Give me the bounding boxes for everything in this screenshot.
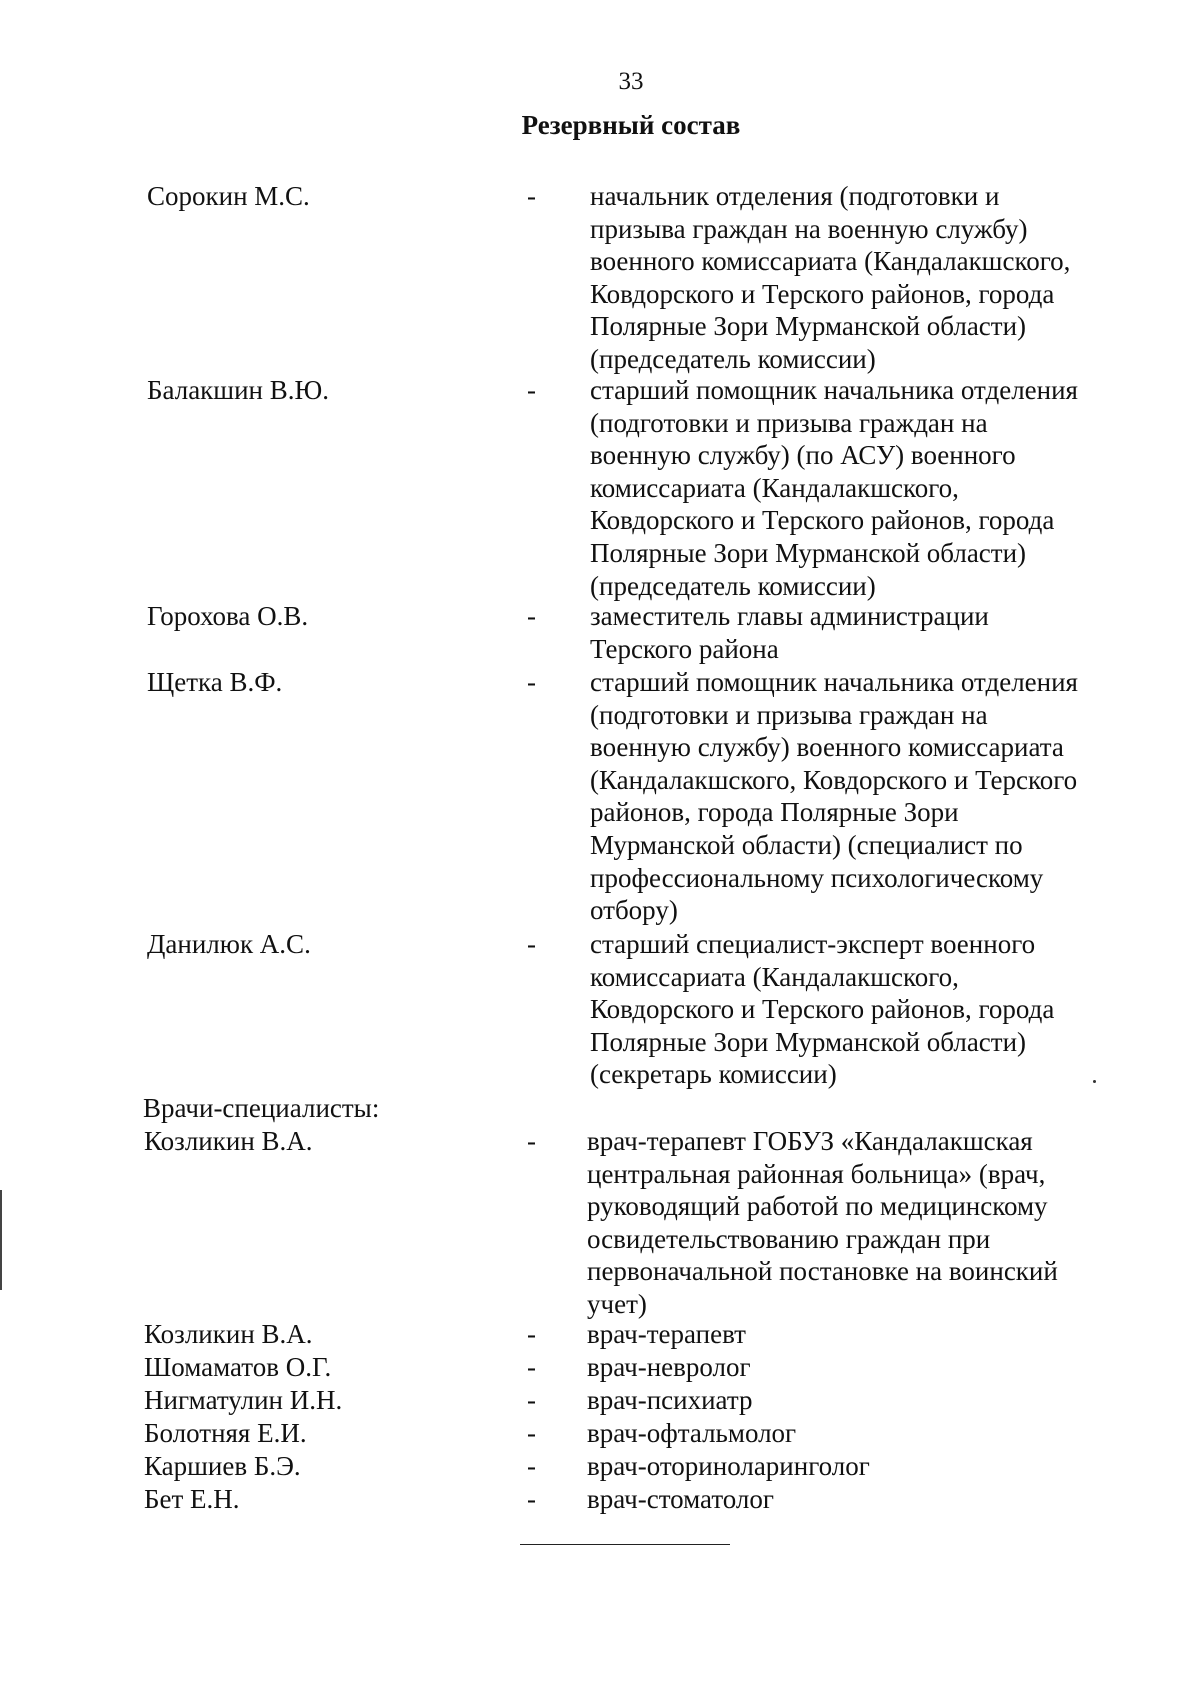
description-line: врач-невролог bbox=[587, 1352, 751, 1382]
entry-dash: - bbox=[527, 1319, 536, 1349]
entry-description bbox=[587, 1384, 1127, 1417]
description-line: Полярные Зори Мурманской области) bbox=[590, 311, 1027, 342]
description-line: военную службу) военного комиссариата bbox=[590, 732, 1064, 763]
end-rule bbox=[520, 1544, 730, 1545]
entry-dash: - bbox=[527, 1352, 536, 1382]
description-line: начальник отделения (подготовки и bbox=[590, 181, 1000, 211]
description-line: (подготовки и призыва граждан на bbox=[590, 407, 988, 438]
entry-description bbox=[587, 1483, 1127, 1516]
description-line: (Кандалакшского, Ковдорского и Терского bbox=[590, 764, 1078, 795]
subheading-specialists: Врачи-специалисты: bbox=[143, 1093, 380, 1123]
page-number: 33 bbox=[618, 68, 644, 95]
description-line: районов, города Полярные Зори bbox=[590, 797, 959, 828]
entry-description bbox=[590, 666, 1130, 927]
entry-description bbox=[590, 180, 1130, 376]
description-line: Ковдорского и Терского районов, города bbox=[590, 278, 1055, 309]
entry-dash: - bbox=[527, 181, 536, 211]
scan-speck bbox=[1093, 1080, 1096, 1083]
description-line: (председатель комиссии) bbox=[590, 343, 876, 374]
entry-description bbox=[587, 1318, 1127, 1351]
entry-description bbox=[590, 600, 1130, 665]
description-line: Полярные Зори Мурманской области) bbox=[590, 537, 1027, 568]
entry-description bbox=[587, 1417, 1127, 1450]
entry-name: Болотняя Е.И. bbox=[144, 1418, 307, 1448]
description-line: Ковдорского и Терского районов, города bbox=[590, 994, 1055, 1025]
description-line: руководящий работой по медицинскому bbox=[587, 1191, 1048, 1222]
description-line: комиссариата (Кандалакшского, bbox=[590, 961, 959, 992]
description-line: врач-офтальмолог bbox=[587, 1418, 797, 1448]
entry-dash: - bbox=[527, 929, 536, 959]
entry-description bbox=[587, 1125, 1127, 1321]
entry-name: Козликин В.А. bbox=[144, 1319, 313, 1349]
description-line: врач-оториноларинголог bbox=[587, 1451, 870, 1481]
entry-dash: - bbox=[527, 375, 536, 405]
scan-edge-mark bbox=[0, 1190, 2, 1290]
description-line: врач-терапевт ГОБУЗ «Кандалакшская bbox=[587, 1126, 1033, 1156]
description-line: старший помощник начальника отделения bbox=[590, 667, 1078, 697]
entry-dash: - bbox=[527, 1484, 536, 1514]
description-line: военную службу) (по АСУ) военного bbox=[590, 440, 1016, 471]
description-line: освидетельствованию граждан при bbox=[587, 1223, 991, 1254]
description-line: (секретарь комиссии) bbox=[590, 1059, 837, 1090]
description-line: заместитель главы администрации bbox=[590, 601, 989, 631]
description-line: профессиональному психологическому bbox=[590, 862, 1044, 893]
description-line: (подготовки и призыва граждан на bbox=[590, 699, 988, 730]
entry-dash: - bbox=[527, 1418, 536, 1448]
entry-description bbox=[590, 928, 1130, 1091]
entry-name: Данилюк А.С. bbox=[147, 929, 311, 959]
description-line: врач-терапевт bbox=[587, 1319, 746, 1349]
entry-name: Нигматулин И.Н. bbox=[144, 1385, 343, 1415]
description-line: старший специалист-эксперт военного bbox=[590, 929, 1036, 959]
description-line: призыва граждан на военную службу) bbox=[590, 213, 1028, 244]
description-line: комиссариата (Кандалакшского, bbox=[590, 472, 959, 503]
entry-dash: - bbox=[527, 601, 536, 631]
description-line: Полярные Зори Мурманской области) bbox=[590, 1026, 1027, 1057]
section-title: Резервный состав bbox=[521, 110, 741, 140]
description-line: старший помощник начальника отделения bbox=[590, 375, 1078, 405]
entry-name: Горохова О.В. bbox=[147, 601, 309, 631]
entry-name: Козликин В.А. bbox=[144, 1126, 313, 1156]
entry-name: Бет Е.Н. bbox=[144, 1484, 240, 1514]
description-line: учет) bbox=[587, 1288, 647, 1319]
description-line: Ковдорского и Терского районов, города bbox=[590, 505, 1055, 536]
entry-dash: - bbox=[527, 1451, 536, 1481]
description-line: первоначальной постановке на воинский bbox=[587, 1256, 1058, 1287]
description-line: отбору) bbox=[590, 895, 678, 926]
description-line: врач-психиатр bbox=[587, 1385, 753, 1415]
description-line: центральная районная больница» (врач, bbox=[587, 1158, 1046, 1189]
entry-name: Балакшин В.Ю. bbox=[147, 375, 329, 405]
entry-dash: - bbox=[527, 1126, 536, 1156]
entry-name: Шомаматов О.Г. bbox=[144, 1352, 332, 1382]
entry-description bbox=[587, 1351, 1127, 1384]
description-line: Терского района bbox=[590, 633, 779, 664]
entry-name: Щетка В.Ф. bbox=[147, 667, 283, 697]
description-line: врач-стоматолог bbox=[587, 1484, 774, 1514]
entry-dash: - bbox=[527, 667, 536, 697]
entry-name: Каршиев Б.Э. bbox=[144, 1451, 301, 1481]
entry-description bbox=[590, 374, 1130, 602]
entry-name: Сорокин М.С. bbox=[147, 181, 310, 211]
description-line: Мурманской области) (специалист по bbox=[590, 829, 1023, 860]
entry-dash: - bbox=[527, 1385, 536, 1415]
entry-description bbox=[587, 1450, 1127, 1483]
description-line: военного комиссариата (Кандалакшского, bbox=[590, 246, 1071, 277]
description-line: (председатель комиссии) bbox=[590, 570, 876, 601]
